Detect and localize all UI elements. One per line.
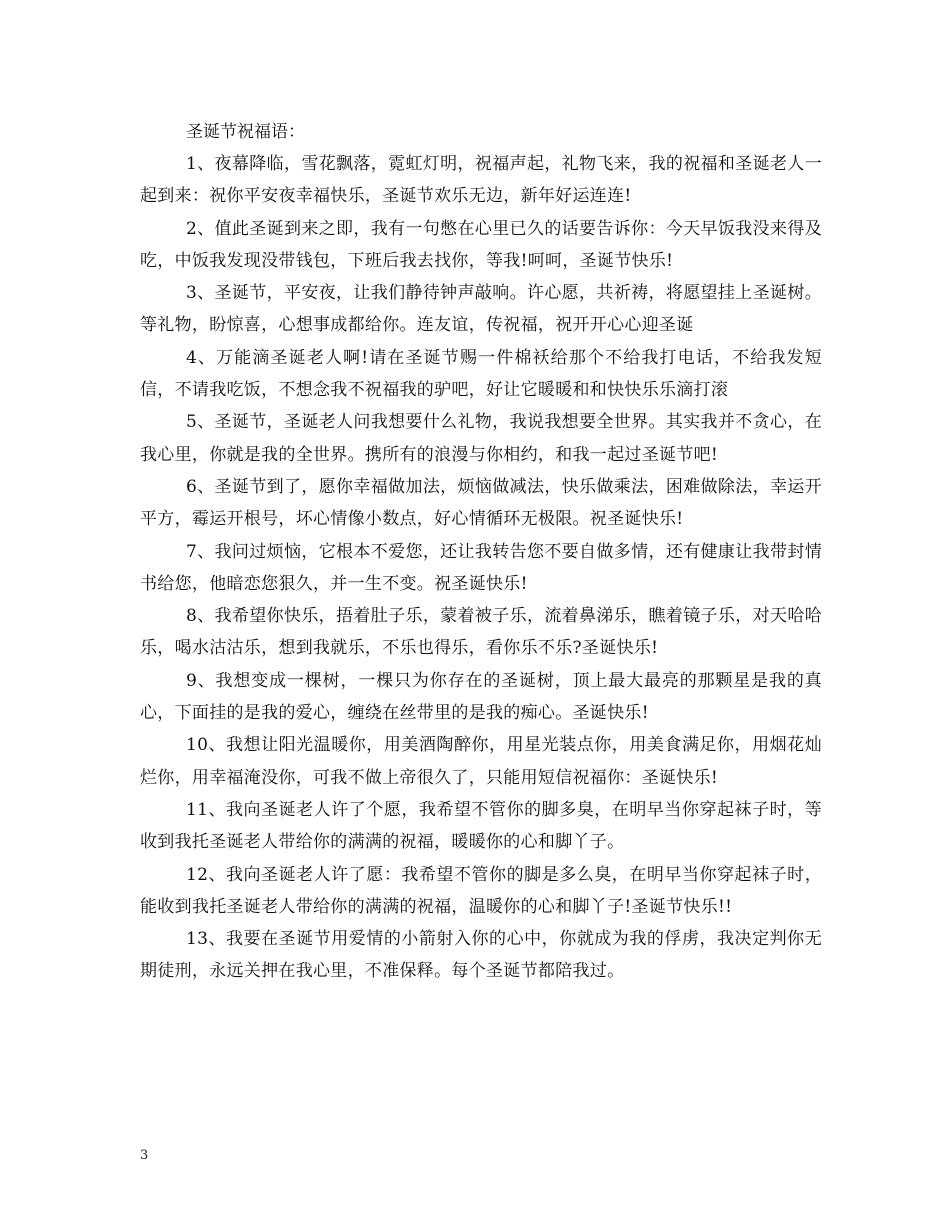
document-body xyxy=(140,116,822,988)
paragraph-12: 12、我向圣诞老人许了愿：我希望不管你的脚是多么臭，在明早当你穿起袜子时，能收到我托圣诞老人带给你的满满的祝福，温暖你的心和脚丫子!圣诞节快乐!! xyxy=(140,864,822,917)
paragraph-7: 7、我问过烦恼，它根本不爱您，还让我转告您不要自做多情，还有健康让我带封情书给您，他暗恋您狠久，并一生不变。祝圣诞快乐! xyxy=(140,541,822,594)
paragraph-11: 11、我向圣诞老人许了个愿，我希望不管你的脚多臭，在明早当你穿起袜子时，等收到我托圣诞老人带给你的满满的祝福，暖暖你的心和脚丫子。 xyxy=(140,799,822,853)
paragraph-4: 4、万能滴圣诞老人啊!请在圣诞节赐一件棉袄给那个不给我打电话，不给我发短信，不请我吃饭，不想念我不祝福我的驴吧，好让它暖暖和和快快乐乐滴打滚 xyxy=(140,347,822,401)
paragraph-5: 5、圣诞节，圣诞老人问我想要什么礼物，我说我想要全世界。其实我并不贪心，在我心里，你就是我的全世界。携所有的浪漫与你相约，和我一起过圣诞节吧! xyxy=(140,412,822,465)
document-title: 圣诞节祝福语： xyxy=(186,122,305,142)
paragraph-9: 9、我想变成一棵树，一棵只为你存在的圣诞树，顶上最大最亮的那颗星是我的真心，下面挂的是我的爱心，缠绕在丝带里的是我的痴心。圣诞快乐! xyxy=(140,670,822,724)
paragraph-1: 1、夜幕降临，雪花飘落，霓虹灯明，祝福声起，礼物飞来，我的祝福和圣诞老人一起到来：祝你平安夜幸福快乐，圣诞节欢乐无边，新年好运连连! xyxy=(140,154,822,207)
paragraph-10: 10、我想让阳光温暖你，用美酒陶醉你，用星光装点你，用美食满足你，用烟花灿烂你，用幸福淹没你，可我不做上帝很久了，只能用短信祝福你：圣诞快乐! xyxy=(140,735,822,788)
paragraph-6: 6、圣诞节到了，愿你幸福做加法，烦恼做减法，快乐做乘法，困难做除法，幸运开平方，霉运开根号，坏心情像小数点，好心情循环无极限。祝圣诞快乐! xyxy=(140,476,822,530)
paragraph-8: 8、我希望你快乐，捂着肚子乐，蒙着被子乐，流着鼻涕乐，瞧着镜子乐，对天哈哈乐，喝水沽沽乐，想到我就乐，不乐也得乐，看你乐不乐?圣诞快乐! xyxy=(140,606,822,659)
page-number: 3 xyxy=(140,1148,149,1163)
paragraph-13: 13、我要在圣诞节用爱情的小箭射入你的心中，你就成为我的俘虏，我决定判你无期徒刑，永远关押在我心里，不准保释。每个圣诞节都陪我过。 xyxy=(140,929,822,982)
paragraph-2: 2、值此圣诞到来之即，我有一句憋在心里已久的话要告诉你：今天早饭我没来得及吃，中饭我发现没带钱包，下班后我去找你，等我!呵呵，圣诞节快乐! xyxy=(140,218,822,271)
paragraph-3: 3、圣诞节，平安夜，让我们静待钟声敲响。许心愿，共祈祷，将愿望挂上圣诞树。等礼物，盼惊喜，心想事成都给你。连友谊，传祝福，祝开开心心迎圣诞 xyxy=(140,283,822,336)
